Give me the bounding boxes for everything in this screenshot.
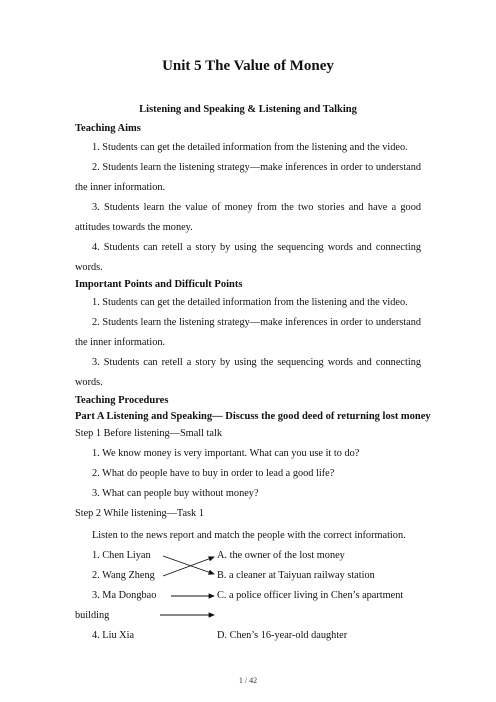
point-item-3: 3. Students can retell a story by using the sequencing words and connecting words. xyxy=(75,357,421,388)
arrow-chen-to-b xyxy=(163,556,214,574)
step-2-label: Step 2 While listening—Task 1 xyxy=(75,508,204,519)
important-points-heading: Important Points and Difficult Points xyxy=(75,279,243,290)
point-item-1: 1. Students can get the detailed information from the listening and the video. xyxy=(92,297,408,308)
person-1: 1. Chen Liyan xyxy=(92,550,151,561)
part-a-heading: Part A Listening and Speaking— Discuss the good deed of returning lost money xyxy=(75,411,431,422)
point-item-2: 2. Students learn the listening strategy—make inferences in order to understand the inner information. xyxy=(75,317,421,348)
procedures-heading: Teaching Procedures xyxy=(75,395,169,406)
page-number: 1 / 42 xyxy=(238,676,258,685)
info-c: C. a police officer living in Chen’s apartment xyxy=(217,590,404,601)
step-1-question-1: 1. We know money is very important. What can you use it to do? xyxy=(92,448,360,459)
aim-item-4: 4. Students can retell a story by using the sequencing words and connecting words. xyxy=(75,242,421,273)
step-1-label: Step 1 Before listening—Small talk xyxy=(75,428,222,439)
step-1-question-3: 3. What can people buy without money? xyxy=(92,488,259,499)
person-3: 3. Ma Dongbao xyxy=(92,590,157,601)
step-1-question-2: 2. What do people have to buy in order to lead a good life? xyxy=(92,468,335,479)
page-title: Unit 5 The Value of Money xyxy=(162,58,334,74)
page-subtitle: Listening and Speaking & Listening and Talking xyxy=(139,104,357,115)
task-instruction: Listen to the news report and match the people with the correct information. xyxy=(92,530,406,541)
info-d: D. Chen’s 16-year-old daughter xyxy=(217,630,348,641)
info-a: A. the owner of the lost money xyxy=(217,550,345,561)
arrow-wang-to-a xyxy=(163,557,214,576)
teaching-aims-heading: Teaching Aims xyxy=(75,123,141,134)
aim-item-3: 3. Students learn the value of money from the two stories and have a good attitudes towards the money. xyxy=(75,202,421,233)
aim-item-1: 1. Students can get the detailed information from the listening and the video. xyxy=(92,142,408,153)
person-4: 4. Liu Xia xyxy=(92,630,135,641)
info-c-wrap: building xyxy=(75,610,110,621)
aim-item-2: 2. Students learn the listening strategy—make inferences in order to understand the inner information. xyxy=(75,162,421,193)
info-b: B. a cleaner at Taiyuan railway station xyxy=(217,570,375,581)
person-2: 2. Wang Zheng xyxy=(92,570,155,581)
